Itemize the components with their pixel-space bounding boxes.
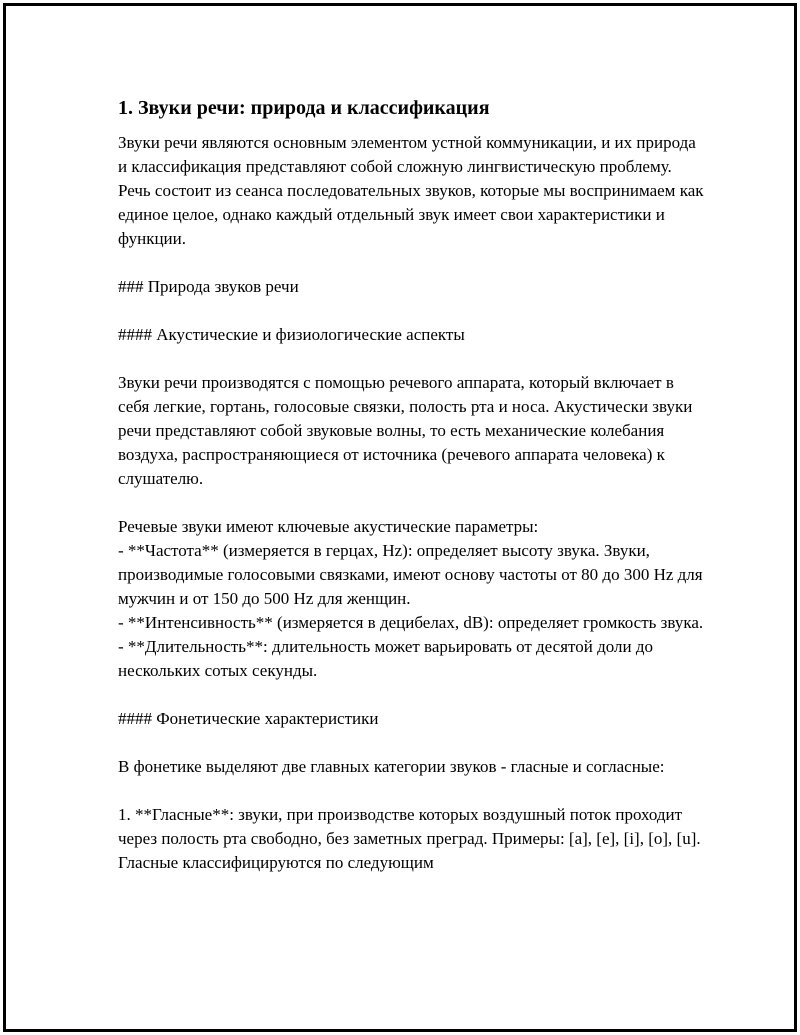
parameters-text: Речевые звуки имеют ключевые акустические параметры: - **Частота** (измеряется в герцах, Hz): определяет высоту звука. Звуки, производимые голосовыми связками, имеют основу частоты от 80 до 300 Hz для мужчин и от 150 до 500 Hz для женщин. - **Интенсивность** (измеряется в децибелах, dB): определяет громкость звука. - **Длительность**: длительность может варьировать от десятой доли до нескольких сотых секунды. (118, 517, 704, 680)
intro-paragraph (118, 131, 708, 251)
categories-paragraph (118, 755, 708, 779)
categories-text: В фонетике выделяют две главных категории звуков - гласные и согласные: (118, 757, 665, 776)
parameters-paragraph (118, 515, 708, 683)
subheading-phonetic-text: #### Фонетические характеристики (118, 709, 379, 728)
section-title: 1. Звуки речи: природа и классификация (118, 97, 490, 119)
subheading-nature-text: ### Природа звуков речи (118, 277, 299, 296)
acoustic-text: Звуки речи производятся с помощью речевого аппарата, который включает в себя легкие, гортань, голосовые связки, полость рта и носа. Акустически звуки речи представляют собой звуковые волны, то есть механические колебания воздуха, распространяющиеся от источника (речевого аппарата человека) к слушателю. (118, 373, 693, 488)
vowels-paragraph (118, 803, 708, 875)
document-body (118, 95, 708, 899)
subheading-nature (118, 275, 708, 299)
subheading-phonetic (118, 707, 708, 731)
intro-text: Звуки речи являются основным элементом устной коммуникации, и их природа и классификация представляют собой сложную лингвистическую проблему. Речь состоит из сеанса последовательных звуков, которые мы воспринимаем как единое целое, однако каждый отдельный звук имеет свои характеристики и функции. (118, 133, 704, 248)
acoustic-paragraph (118, 371, 708, 491)
subheading-acoustic-text: #### Акустические и физиологические аспекты (118, 325, 465, 344)
subheading-acoustic (118, 323, 708, 347)
vowels-text: 1. **Гласные**: звуки, при производстве которых воздушный поток проходит через полость рта свободно, без заметных преград. Примеры: [a], [e], [i], [o], [u]. Гласные классифицируются по следующим (118, 805, 701, 872)
